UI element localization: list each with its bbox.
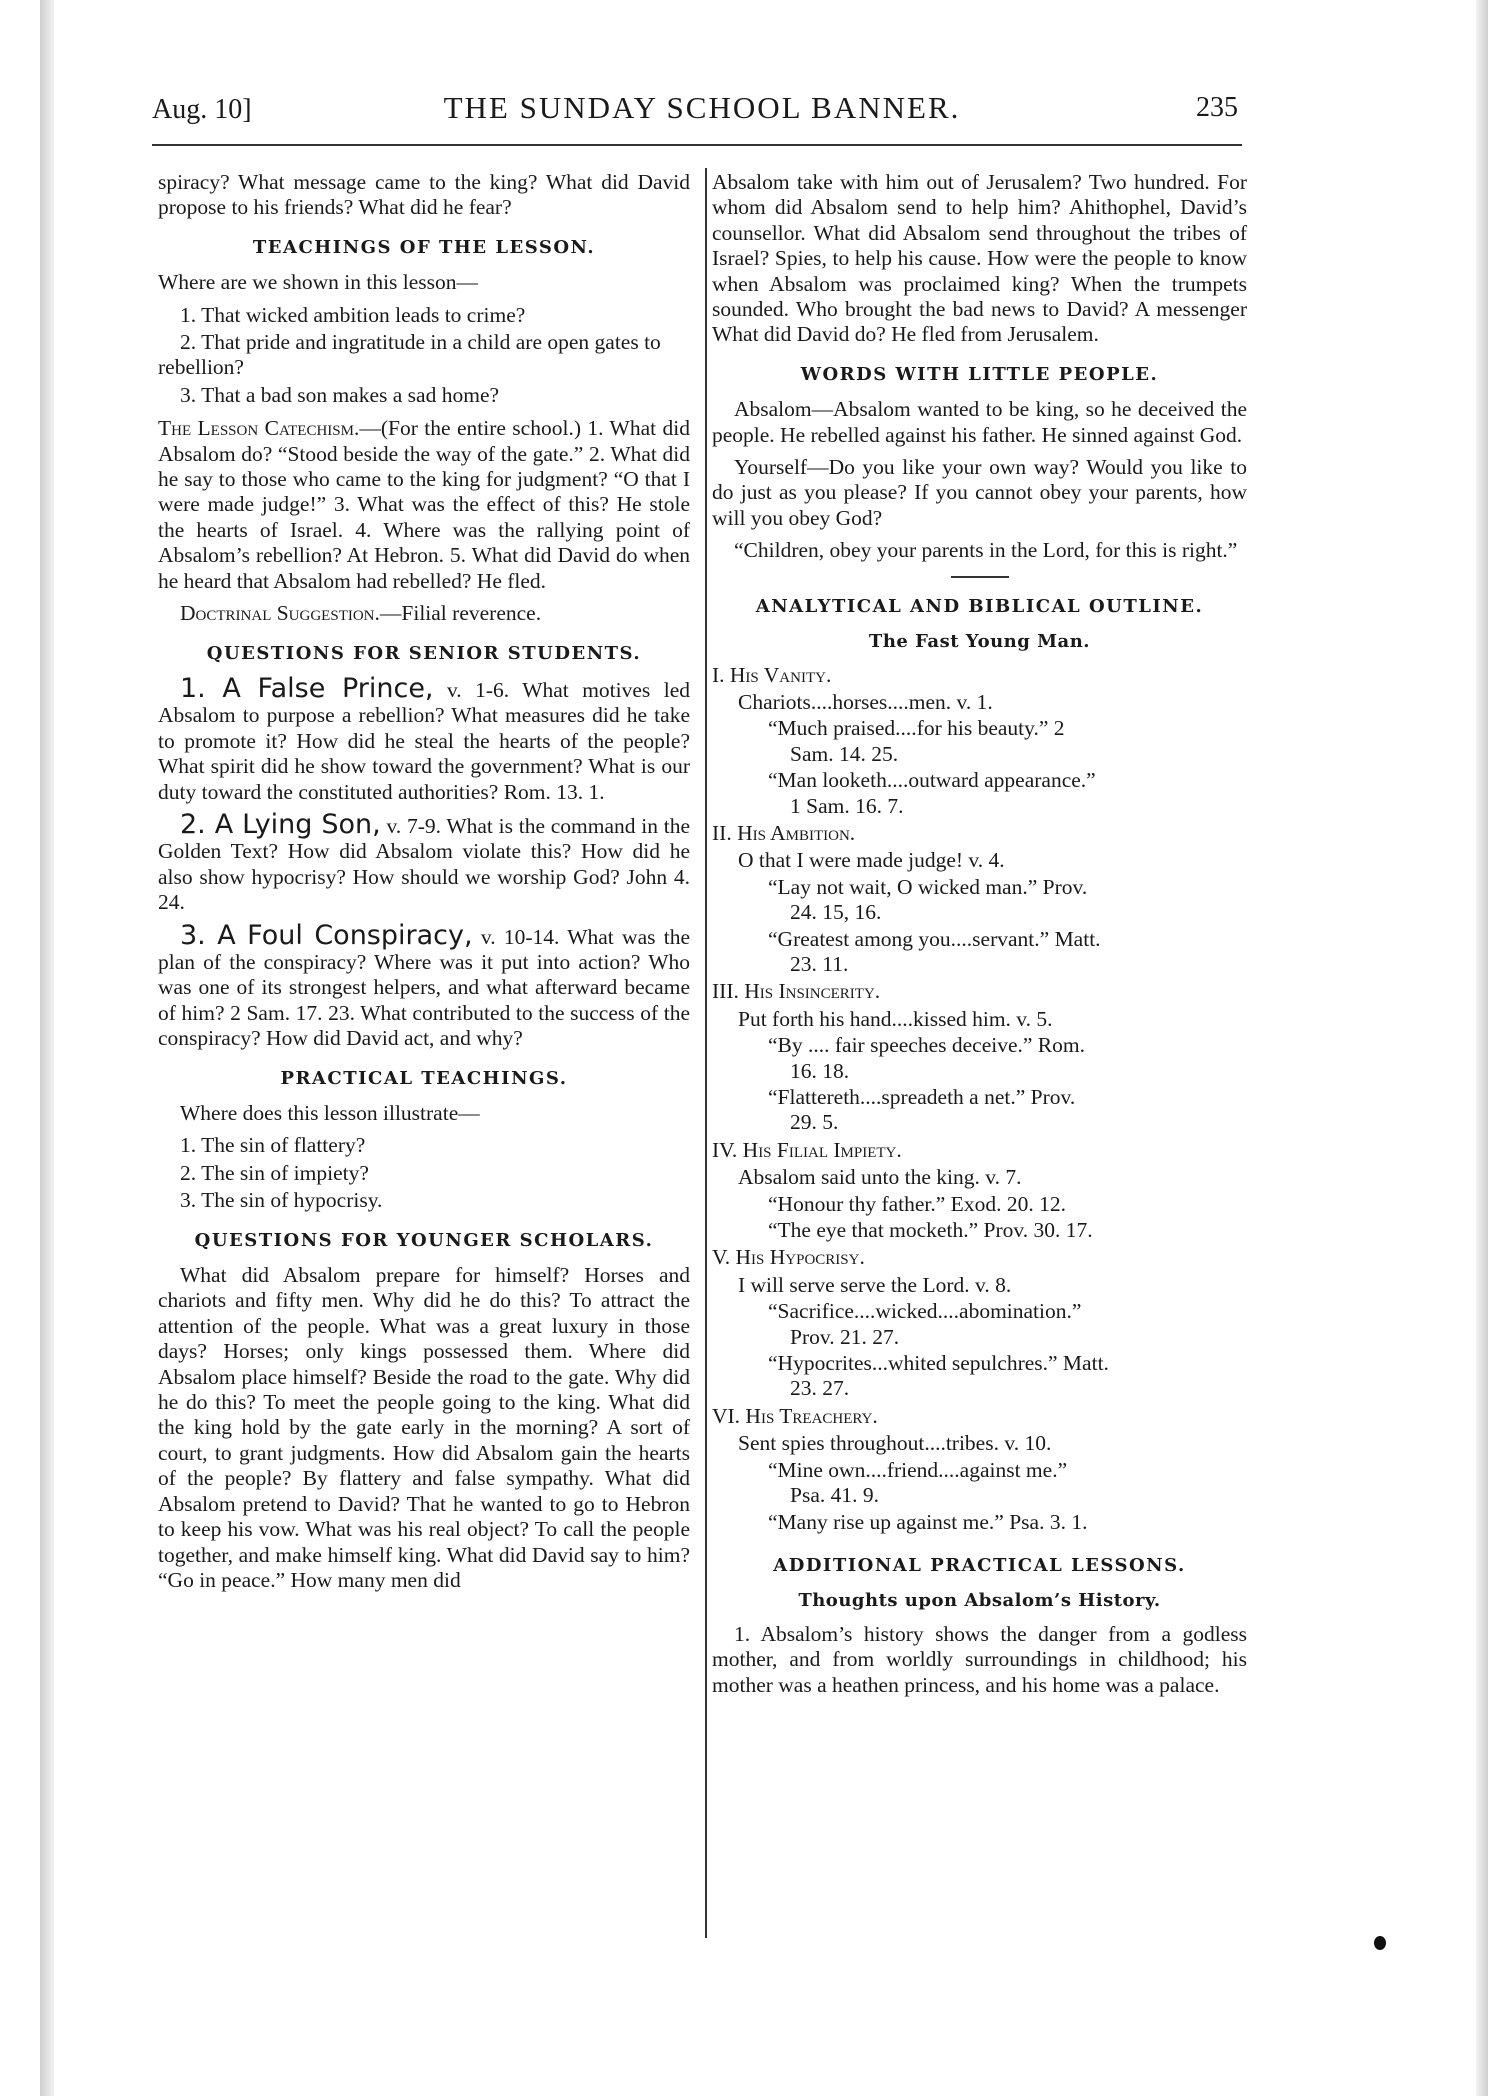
additional-lesson-paragraph: 1. Absalom’s history shows the danger from a godless mother, and from worldly surroundings in childhood; his mother was a heathen princess, and his home was a palace. bbox=[712, 1621, 1247, 1697]
senior-questions-heading: QUESTIONS FOR SENIOR STUDENTS. bbox=[206, 642, 642, 664]
teaching-item: 2. That pride and ingratitude in a child are open gates to rebellion? bbox=[158, 330, 661, 380]
teaching-item: 3. That a bad son makes a sad home? bbox=[180, 382, 500, 407]
continued-paragraph: Absalom take with him out of Jerusalem? Two hundred. For whom did Absalom send to help him? Ahithophel, David’s counsellor. What did Absalom send throughout the tribes of Israel? Spies, to help his cause. How were the people to know when Absalom was proclaimed king? When the trumpets sounded. Who brought the bad news to David? A messenger What did David do? He fled from Jerusalem. bbox=[712, 170, 1247, 347]
senior-question bbox=[158, 919, 691, 1052]
outline-section-title: II. His Ambition. bbox=[712, 820, 856, 845]
column-divider bbox=[705, 168, 707, 1938]
running-header bbox=[152, 90, 1252, 136]
practical-intro: Where does this lesson illustrate— bbox=[180, 1101, 480, 1125]
publication-title: THE SUNDAY SCHOOL BANNER. bbox=[443, 90, 961, 125]
outline-list bbox=[712, 663, 1247, 1535]
additional-lessons-heading: ADDITIONAL PRACTICAL LESSONS. bbox=[773, 1554, 1186, 1576]
outline-reference-quote: “Flattereth....spreadeth a net.” Prov. bbox=[768, 1085, 1076, 1109]
senior-question-text: v. 1-6. What motives led Absalom to purpose a rebellion? What measures did he take to promote it? How did he steal the hearts of the people? What spirit did he show toward the government? What is our duty toward the constituted authorities? Rom. 13. 1. bbox=[158, 677, 690, 804]
page-number: 235 bbox=[1196, 92, 1238, 123]
outline-reference-citation: 23. 27. bbox=[790, 1376, 850, 1401]
outline-section-title: I. His Vanity. bbox=[712, 662, 832, 687]
outline-text-line: O that I were made judge! v. 4. bbox=[738, 848, 1005, 873]
practical-item: 1. The sin of flattery? bbox=[180, 1133, 366, 1158]
senior-question-title: 3. A Foul Conspiracy, bbox=[180, 919, 473, 951]
additional-lessons-subtitle: Thoughts upon Absalom’s History. bbox=[798, 1590, 1161, 1612]
catechism-text: —(For the entire school.) 1. What did Absalom do? “Stood beside the way of the gate.” 2. What did he say to those who came to the king for judgment? “O that I were made judge!” 3. What was the effect of this? He stole the hearts of Israel. 4. Where was the rallying point of Absalom’s rebellion? At Hebron. 5. What did David do when he heard that Absalom had rebelled? He fled. bbox=[158, 416, 690, 593]
doctrinal-text: —Filial reverence. bbox=[379, 601, 542, 626]
outline-reference bbox=[768, 927, 1247, 978]
outline-reference-quote: “The eye that mocketh.” Prov. 30. 17. bbox=[768, 1218, 1093, 1243]
senior-question bbox=[158, 672, 690, 805]
left-column bbox=[158, 170, 690, 1600]
little-people-quote: “Children, obey your parents in the Lord, for this is right.” bbox=[734, 538, 1238, 563]
outline-reference bbox=[768, 1218, 1247, 1243]
outline-reference-quote: “By .... fair speeches deceive.” Rom. bbox=[768, 1033, 1085, 1058]
outline-reference-quote: “Man looketh....outward appearance.” bbox=[768, 768, 1096, 793]
outline-reference bbox=[768, 875, 1247, 926]
teachings-intro: Where are we shown in this lesson— bbox=[158, 270, 479, 295]
outline-reference-citation: 23. 11. bbox=[790, 951, 849, 976]
outline-reference bbox=[768, 1033, 1247, 1084]
outline-text-line: Chariots....horses....men. v. 1. bbox=[738, 689, 993, 714]
catechism-label: The Lesson Catechism. bbox=[158, 416, 360, 441]
issue-date: Aug. 10] bbox=[152, 94, 252, 125]
outline-text-line: Sent spies throughout....tribes. v. 10. bbox=[738, 1431, 1052, 1456]
outline-reference-citation: Sam. 14. 25. bbox=[790, 741, 899, 766]
outline-reference-citation: 1 Sam. 16. 7. bbox=[790, 793, 904, 818]
outline-reference bbox=[768, 1085, 1247, 1136]
outline-reference-quote: “Much praised....for his beauty.” 2 bbox=[768, 716, 1065, 741]
outline-section-title: VI. His Treachery. bbox=[712, 1403, 878, 1428]
continued-paragraph: spiracy? What message came to the king? What did David propose to his friends? What did he fear? bbox=[158, 170, 690, 220]
section-rule bbox=[951, 576, 1009, 578]
outline-reference bbox=[768, 1351, 1247, 1402]
outline-section-title: III. His Insincerity. bbox=[712, 979, 881, 1004]
younger-scholars-heading: QUESTIONS FOR YOUNGER SCHOLARS. bbox=[194, 1229, 654, 1251]
scan-right-edge bbox=[1476, 0, 1488, 2096]
teachings-heading: TEACHINGS OF THE LESSON. bbox=[252, 236, 596, 258]
doctrinal-label: Doctrinal Suggestion. bbox=[180, 601, 380, 626]
outline-subtitle: The Fast Young Man. bbox=[868, 631, 1091, 653]
senior-question-text: v. 7-9. What is the command in the Golden Text? How did Absalom violate this? How did he also show hypocrisy? How should we worship God? John 4. 24. bbox=[158, 813, 690, 915]
outline-reference bbox=[768, 1299, 1247, 1350]
senior-question-title: 1. A False Prince, bbox=[180, 672, 434, 704]
outline-reference bbox=[768, 1192, 1247, 1217]
doctrinal-suggestion bbox=[158, 601, 690, 626]
younger-scholars-text: What did Absalom prepare for himself? Horses and chariots and fifty men. Why did he do this? To attract the attention of the people. What was a great luxury in those days? Horses; only kings possessed them. Where did Absalom place himself? Beside the road to the gate. Why did he do this? To meet the people going to the king. What did the king hold by the gate early in the morning? A sort of court, to grant judgments. How did Absalom gain the hearts of the people? By flattery and false sympathy. What did Absalom pretend to David? That he wanted to go to Hebron to keep his vow. What was his real object? To call the people together, and make himself king. What did David say to him? “Go in peace.” How many men did bbox=[158, 1263, 690, 1592]
scan-left-edge bbox=[40, 0, 54, 2096]
outline-reference-citation: 29. 5. bbox=[790, 1110, 839, 1135]
little-people-heading: WORDS WITH LITTLE PEOPLE. bbox=[800, 363, 1159, 385]
outline-reference-quote: “Honour thy father.” Exod. 20. 12. bbox=[768, 1191, 1066, 1216]
outline-reference-quote: “Sacrifice....wicked....abomination.” bbox=[768, 1299, 1082, 1324]
senior-question-text: v. 10-14. What was the plan of the conspiracy? Where was it put into action? Who was one of its strongest helpers, and what afterward became of him? 2 Sam. 17. 23. What contributed to the success of the conspiracy? How did David act, and why? bbox=[158, 924, 691, 1051]
outline-reference-quote: “Greatest among you....servant.” Matt. bbox=[768, 926, 1101, 951]
header-rule bbox=[152, 144, 1242, 146]
little-people-paragraph: Absalom—Absalom wanted to be king, so he deceived the people. He rebelled against his father. He sinned against God. bbox=[712, 397, 1247, 447]
outline-heading: ANALYTICAL AND BIBLICAL OUTLINE. bbox=[755, 595, 1204, 617]
outline-reference-quote: “Hypocrites...whited sepulchres.” Matt. bbox=[768, 1351, 1109, 1376]
senior-question-title: 2. A Lying Son, bbox=[180, 808, 381, 840]
outline-text-line: Put forth his hand....kissed him. v. 5. bbox=[738, 1006, 1053, 1031]
outline-reference-quote: “Many rise up against me.” Psa. 3. 1. bbox=[768, 1509, 1088, 1534]
outline-reference bbox=[768, 1510, 1247, 1535]
outline-text-line: I will serve serve the Lord. v. 8. bbox=[738, 1272, 1012, 1297]
outline-text-line: Absalom said unto the king. v. 7. bbox=[738, 1165, 1022, 1190]
outline-reference bbox=[768, 768, 1247, 819]
senior-question bbox=[158, 808, 690, 916]
ink-speck bbox=[1374, 1936, 1386, 1950]
outline-reference bbox=[768, 1458, 1247, 1509]
outline-section-title: IV. His Filial Impiety. bbox=[712, 1137, 902, 1162]
outline-reference-citation: 16. 18. bbox=[790, 1058, 850, 1083]
outline-reference bbox=[768, 716, 1247, 767]
outline-reference-quote: “Mine own....friend....against me.” bbox=[768, 1457, 1068, 1482]
practical-item: 3. The sin of hypocrisy. bbox=[180, 1188, 383, 1213]
outline-section-title: V. His Hypocrisy. bbox=[712, 1245, 865, 1270]
outline-reference-citation: Psa. 41. 9. bbox=[790, 1483, 879, 1508]
little-people-paragraph: Yourself—Do you like your own way? Would you like to do just as you please? If you cannot obey your parents, how will you obey God? bbox=[712, 455, 1247, 530]
practical-item: 2. The sin of impiety? bbox=[180, 1160, 369, 1185]
outline-reference-quote: “Lay not wait, O wicked man.” Prov. bbox=[768, 874, 1088, 899]
outline-reference-citation: Prov. 21. 27. bbox=[790, 1324, 900, 1349]
practical-teachings-heading: PRACTICAL TEACHINGS. bbox=[280, 1067, 568, 1089]
outline-reference-citation: 24. 15, 16. bbox=[790, 900, 882, 925]
lesson-catechism bbox=[158, 416, 690, 594]
teaching-item: 1. That wicked ambition leads to crime? bbox=[180, 302, 526, 327]
right-column bbox=[712, 170, 1247, 1705]
